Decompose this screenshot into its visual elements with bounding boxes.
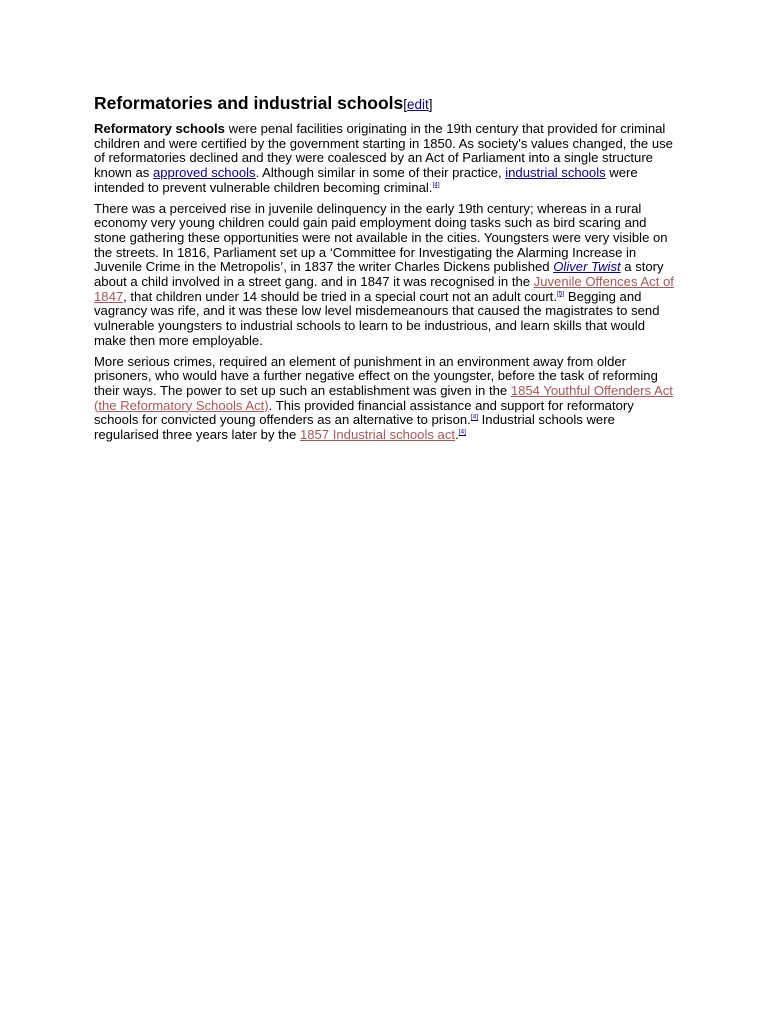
text-segment: Industrial schools were regularised three years later by the: [94, 412, 615, 443]
link-1857-industrial-schools-act[interactable]: 1857 Industrial schools act: [299, 427, 456, 443]
edit-bracket-open: [: [403, 97, 407, 112]
citation-ref-5[interactable]: [5]: [556, 290, 565, 298]
link-juvenile-offences-act-1847[interactable]: Juvenile Offences Act of 1847: [94, 274, 674, 304]
text-segment: . Although similar in some of their practice,: [255, 165, 506, 181]
text-segment: More serious crimes, required an element of punishment in an environment away from older prisoners, who would have a further negative effect on the youngster, before the task of reforming their ways. The power to set up such an establishment was given in the: [94, 353, 658, 398]
link-industrial-schools[interactable]: industrial schools: [505, 165, 606, 181]
edit-section-wrapper: [403, 97, 432, 112]
text-segment: . This provided financial assistance and support for reformatory schools for convicted young offenders as an alternative to prison.: [94, 397, 634, 428]
paragraph-reformatory-schools: [94, 122, 678, 196]
bold-term-reformatory-schools: Reformatory schools: [94, 121, 225, 136]
text-segment: Begging and vagrancy was rife, and it was these low level misdemeanours that caused the magistrates to send vulnerable youngsters to industrial schools to learn to be industrious, and learn skills that would make then more employable.: [94, 288, 660, 348]
paragraph-juvenile-delinquency: [94, 202, 678, 349]
article-section: [94, 92, 678, 449]
citation-ref-4[interactable]: [4]: [458, 428, 466, 436]
link-approved-schools[interactable]: approved schools: [152, 165, 256, 181]
link-1854-youthful-offenders-act[interactable]: 1854 Youthful Offenders Act (the Reformatory Schools Act): [94, 382, 673, 413]
text-segment: , that children under 14 should be tried in a special court not an adult court.: [123, 288, 557, 304]
text-segment: were intended to prevent vulnerable children becoming criminal.: [94, 165, 638, 195]
text-segment: .: [455, 427, 459, 443]
citation-ref-4[interactable]: [4]: [470, 414, 479, 421]
text-segment: There was a perceived rise in juvenile delinquency in the early 19th century; whereas in a rural economy very young children could gain paid employment doing tasks such as bird scaring and stone gathering these opportunities were not available in the cities. Youngsters were very visible on the streets. In 1816, Parliament set up a ‘Committee for Investigating the Alarming Increase in Juvenile Crime in the Metropolis’, in 1837 the writer Charles Dickens published: [94, 200, 668, 275]
section-title: Reformatories and industrial schools: [94, 93, 404, 113]
text-segment: a story about a child involved in a street gang. and in 1847 it was recognised in the: [94, 259, 664, 290]
edit-section-link[interactable]: edit: [407, 97, 429, 112]
text-segment: were penal facilities originating in the 19th century that provided for criminal children and were certified by the government starting in 1850. As society's values changed, the use of reformatories declined and they were coalesced by an Act of Parliament into a single structure known as: [94, 121, 673, 181]
citation-ref-4[interactable]: [4]: [432, 181, 440, 189]
paragraph-serious-crimes: [94, 355, 678, 443]
link-oliver-twist[interactable]: Oliver Twist: [553, 259, 621, 275]
edit-bracket-close: ]: [428, 97, 433, 112]
section-heading: [94, 92, 678, 116]
